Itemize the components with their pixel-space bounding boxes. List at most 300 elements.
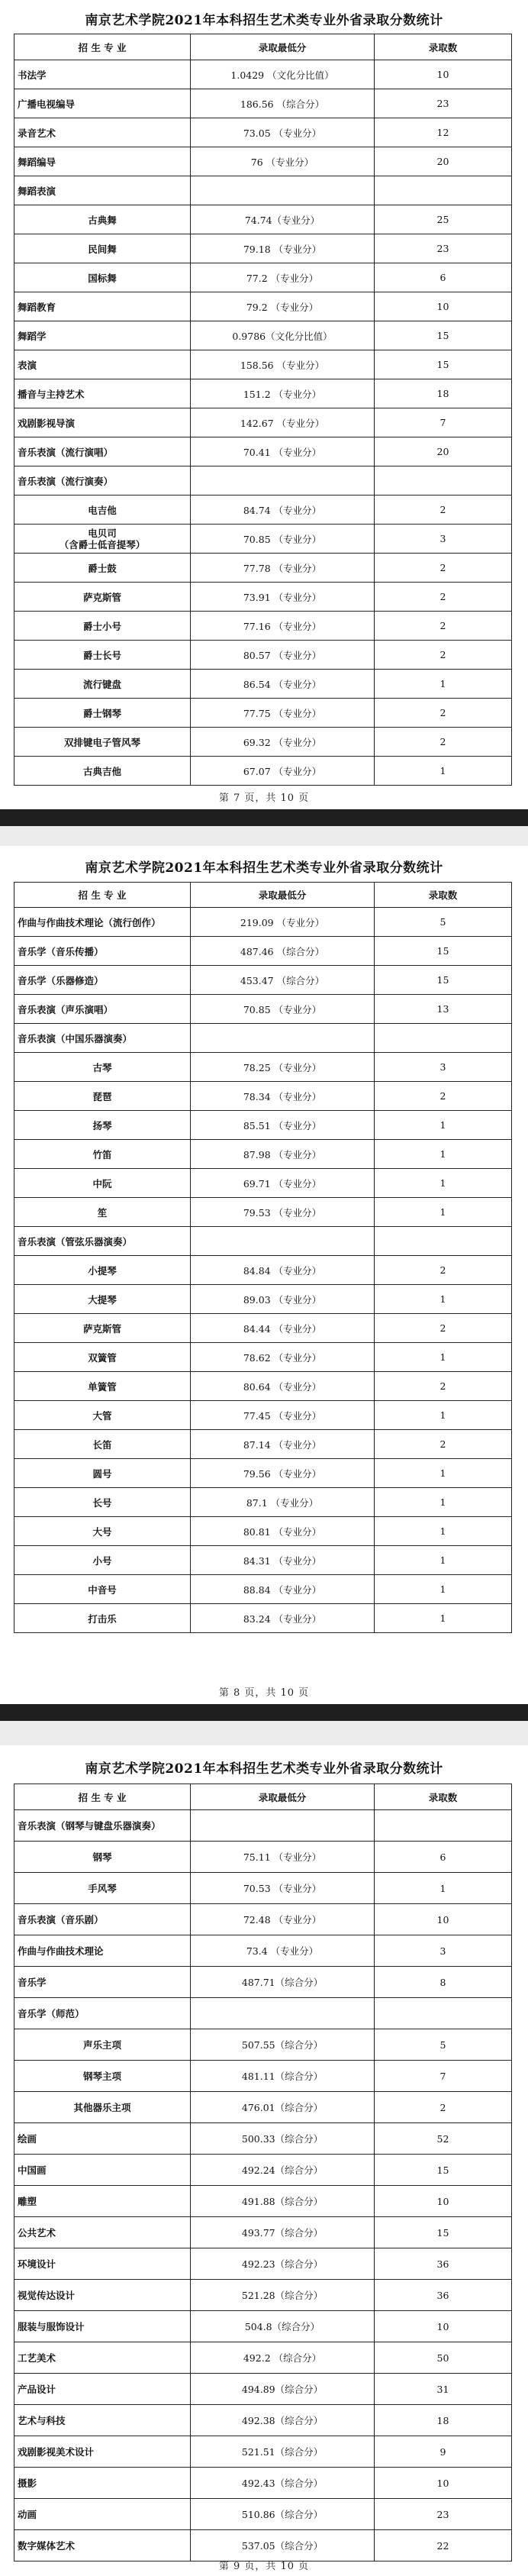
major-name-cell: 爵士小号	[14, 612, 191, 641]
table-row	[14, 118, 512, 147]
admitted-count-cell: 1	[375, 1575, 512, 1604]
admitted-count-cell: 5	[375, 2029, 512, 2061]
major-name-cell: 国标舞	[14, 263, 191, 292]
table-row	[14, 1140, 512, 1169]
min-score-cell: 492.23（综合分）	[191, 2248, 375, 2280]
min-score-cell: 510.86（综合分）	[191, 2499, 375, 2530]
page-footer: 第 8 页，共 10 页	[218, 1687, 310, 1699]
major-name-cell: 爵士鼓	[14, 554, 191, 583]
admitted-count-cell: 5	[375, 908, 512, 937]
admitted-count-cell: 36	[375, 2248, 512, 2280]
header-major: 招 生 专 业	[14, 34, 191, 60]
major-name-cell: 爵士钢琴	[14, 699, 191, 728]
min-score-cell: 75.11 （专业分）	[191, 1842, 375, 1873]
table-row	[14, 1285, 512, 1314]
major-name-cell: 电吉他	[14, 496, 191, 525]
table-row	[14, 2123, 512, 2155]
document-page-9	[0, 1745, 528, 2576]
table-row	[14, 2186, 512, 2217]
min-score-cell: 77.75 （专业分）	[191, 699, 375, 728]
table-row	[14, 234, 512, 263]
major-name-cell: 雕塑	[14, 2186, 191, 2217]
major-name-cell: 流行键盘	[14, 670, 191, 699]
major-name-cell: 大号	[14, 1517, 191, 1546]
min-score-cell: 77.78 （专业分）	[191, 554, 375, 583]
table-row	[14, 263, 512, 292]
table-row	[14, 1343, 512, 1372]
table-row	[14, 1546, 512, 1575]
admitted-count-cell: 36	[375, 2280, 512, 2311]
major-name-cell: 爵士长号	[14, 641, 191, 670]
admitted-count-cell: 18	[375, 2405, 512, 2436]
table-row	[14, 757, 512, 786]
header-admitted-count: 录取数	[375, 1784, 512, 1810]
table-row	[14, 2155, 512, 2186]
admitted-count-cell: 13	[375, 995, 512, 1024]
table-row	[14, 1256, 512, 1285]
admitted-count-cell: 23	[375, 89, 512, 118]
header-min-score: 录取最低分	[191, 34, 375, 60]
major-name-cell: 萨克斯管	[14, 583, 191, 612]
major-name-cell: 小号	[14, 1546, 191, 1575]
min-score-cell: 84.84 （专业分）	[191, 1256, 375, 1285]
page-footer: 第 7 页，共 10 页	[218, 792, 310, 804]
min-score-cell: 77.45 （专业分）	[191, 1401, 375, 1430]
table-row	[14, 60, 512, 89]
major-name-cell: 音乐表演（流行演唱）	[14, 437, 191, 466]
table-row	[14, 2311, 512, 2342]
table-row	[14, 2499, 512, 2530]
admission-score-table	[14, 1784, 512, 2561]
admitted-count-cell: 18	[375, 379, 512, 408]
admitted-count-cell: 2	[375, 612, 512, 641]
admitted-count-cell: 1	[375, 1343, 512, 1372]
admission-score-table	[14, 882, 512, 1633]
admitted-count-cell: 1	[375, 1285, 512, 1314]
table-row	[14, 2248, 512, 2280]
min-score-cell: 89.03 （专业分）	[191, 1285, 375, 1314]
major-name-cell: 中国画	[14, 2155, 191, 2186]
admitted-count-cell: 2	[375, 641, 512, 670]
page-footer: 第 9 页，共 10 页	[218, 2561, 310, 2572]
major-name-cell: 作曲与作曲技术理论（流行创作）	[14, 908, 191, 937]
admitted-count-cell: 20	[375, 147, 512, 176]
admitted-count-cell: 8	[375, 1967, 512, 1998]
major-name-cell: 音乐表演（音乐剧）	[14, 1904, 191, 1935]
major-name-cell: 摄影	[14, 2468, 191, 2499]
major-name-cell: 古琴	[14, 1053, 191, 1082]
major-name-cell: 音乐学（师范）	[14, 1998, 191, 2029]
major-name-cell: 舞蹈表演	[14, 176, 191, 205]
major-name-cell: 绘画	[14, 2123, 191, 2155]
header-min-score: 录取最低分	[191, 1784, 375, 1810]
major-name-cell: 单簧管	[14, 1372, 191, 1401]
min-score-cell: 70.85 （专业分）	[191, 995, 375, 1024]
major-name-cell: 作曲与作曲技术理论	[14, 1935, 191, 1967]
major-name-cell: 打击乐	[14, 1604, 191, 1633]
major-name-cell: 竹笛	[14, 1140, 191, 1169]
admitted-count-cell: 22	[375, 2530, 512, 2561]
table-row	[14, 1459, 512, 1488]
admitted-count-cell: 7	[375, 2061, 512, 2092]
table-row	[14, 1904, 512, 1935]
table-row	[14, 670, 512, 699]
header-major: 招 生 专 业	[14, 1784, 191, 1810]
min-score-cell: 70.85 （专业分）	[191, 525, 375, 554]
min-score-cell: 77.16 （专业分）	[191, 612, 375, 641]
document-page-7	[0, 0, 528, 809]
major-name-cell: 视觉传达设计	[14, 2280, 191, 2311]
min-score-cell: 76 （专业分）	[191, 147, 375, 176]
admitted-count-cell: 15	[375, 2155, 512, 2186]
major-name-cell: 戏剧影视美术设计	[14, 2436, 191, 2468]
min-score-cell: 83.24 （专业分）	[191, 1604, 375, 1633]
min-score-cell: 493.77（综合分）	[191, 2217, 375, 2248]
major-name-cell: 艺术与科技	[14, 2405, 191, 2436]
table-row	[14, 1198, 512, 1227]
header-min-score: 录取最低分	[191, 883, 375, 908]
min-score-cell: 79.53 （专业分）	[191, 1198, 375, 1227]
major-name-cell: 古典吉他	[14, 757, 191, 786]
min-score-cell	[191, 1810, 375, 1842]
table-row	[14, 1810, 512, 1842]
table-row	[14, 437, 512, 466]
min-score-cell: 492.24（综合分）	[191, 2155, 375, 2186]
table-header-row	[14, 1784, 512, 1810]
min-score-cell: 1.0429 （文化分比值）	[191, 60, 375, 89]
min-score-cell	[191, 1227, 375, 1256]
min-score-cell: 151.2 （专业分）	[191, 379, 375, 408]
min-score-cell	[191, 466, 375, 496]
min-score-cell: 69.71 （专业分）	[191, 1169, 375, 1198]
min-score-cell: 70.41 （专业分）	[191, 437, 375, 466]
major-name-cell: 琵琶	[14, 1082, 191, 1111]
min-score-cell: 73.05 （专业分）	[191, 118, 375, 147]
table-row	[14, 1998, 512, 2029]
major-name-cell: 圆号	[14, 1459, 191, 1488]
major-name-cell: 其他器乐主项	[14, 2092, 191, 2123]
admitted-count-cell: 1	[375, 757, 512, 786]
table-row	[14, 2405, 512, 2436]
major-name-cell: 双簧管	[14, 1343, 191, 1372]
admitted-count-cell	[375, 176, 512, 205]
min-score-cell: 86.54 （专业分）	[191, 670, 375, 699]
major-name-cell: 戏剧影视导演	[14, 408, 191, 437]
table-row	[14, 1401, 512, 1430]
min-score-cell: 476.01（综合分）	[191, 2092, 375, 2123]
admitted-count-cell: 23	[375, 2499, 512, 2530]
major-name-cell: 音乐表演（声乐演唱）	[14, 995, 191, 1024]
major-name-cell: 长笛	[14, 1430, 191, 1459]
min-score-cell: 453.47 （综合分）	[191, 966, 375, 995]
admitted-count-cell: 2	[375, 1372, 512, 1401]
table-row	[14, 1314, 512, 1343]
min-score-cell: 500.33（综合分）	[191, 2123, 375, 2155]
min-score-cell: 78.62 （专业分）	[191, 1343, 375, 1372]
admitted-count-cell: 3	[375, 525, 512, 554]
major-name-cell: 公共艺术	[14, 2217, 191, 2248]
major-name-cell: 音乐学	[14, 1967, 191, 1998]
min-score-cell: 507.55（综合分）	[191, 2029, 375, 2061]
admitted-count-cell: 1	[375, 1517, 512, 1546]
document-page-8	[0, 846, 528, 1704]
admitted-count-cell: 2	[375, 554, 512, 583]
min-score-cell: 487.46 （综合分）	[191, 937, 375, 966]
admitted-count-cell: 2	[375, 728, 512, 757]
admitted-count-cell: 1	[375, 1169, 512, 1198]
table-row	[14, 2530, 512, 2561]
table-row	[14, 1430, 512, 1459]
major-name-cell: 小提琴	[14, 1256, 191, 1285]
min-score-cell: 494.89（综合分）	[191, 2374, 375, 2405]
admitted-count-cell: 6	[375, 1842, 512, 1873]
min-score-cell: 142.67 （专业分）	[191, 408, 375, 437]
table-row	[14, 2061, 512, 2092]
min-score-cell: 481.11（综合分）	[191, 2061, 375, 2092]
table-header-row	[14, 34, 512, 60]
min-score-cell: 87.1 （专业分）	[191, 1488, 375, 1517]
min-score-cell: 88.84 （专业分）	[191, 1575, 375, 1604]
admitted-count-cell: 1	[375, 1198, 512, 1227]
min-score-cell: 492.2 （综合分）	[191, 2342, 375, 2374]
admitted-count-cell: 3	[375, 1935, 512, 1967]
admitted-count-cell: 10	[375, 2468, 512, 2499]
admitted-count-cell: 10	[375, 2186, 512, 2217]
table-row	[14, 379, 512, 408]
min-score-cell: 73.91 （专业分）	[191, 583, 375, 612]
admitted-count-cell: 2	[375, 1082, 512, 1111]
page-title: 南京艺术学院2021年本科招生艺术类专业外省录取分数统计	[85, 13, 443, 28]
table-row	[14, 1169, 512, 1198]
admitted-count-cell: 2	[375, 583, 512, 612]
admitted-count-cell: 10	[375, 60, 512, 89]
page-separator	[0, 809, 528, 826]
page-title: 南京艺术学院2021年本科招生艺术类专业外省录取分数统计	[85, 860, 443, 876]
table-row	[14, 2280, 512, 2311]
major-name-cell: 大提琴	[14, 1285, 191, 1314]
min-score-cell: 77.2 （专业分）	[191, 263, 375, 292]
major-name-cell: 长号	[14, 1488, 191, 1517]
admitted-count-cell: 10	[375, 2311, 512, 2342]
table-row	[14, 908, 512, 937]
min-score-cell: 74.74（专业分）	[191, 205, 375, 234]
table-row	[14, 699, 512, 728]
min-score-cell: 84.44 （专业分）	[191, 1314, 375, 1343]
min-score-cell: 487.71（综合分）	[191, 1967, 375, 1998]
major-name-cell	[14, 525, 191, 554]
major-name-cell: 音乐学（乐器修造）	[14, 966, 191, 995]
major-name-cell: 工艺美术	[14, 2342, 191, 2374]
admitted-count-cell: 15	[375, 321, 512, 350]
major-name-cell: 服装与服饰设计	[14, 2311, 191, 2342]
table-row	[14, 1604, 512, 1633]
table-header-row	[14, 883, 512, 908]
major-name-cell: 舞蹈学	[14, 321, 191, 350]
major-name-cell: 中阮	[14, 1169, 191, 1198]
admitted-count-cell: 1	[375, 1873, 512, 1904]
min-score-cell: 492.43（综合分）	[191, 2468, 375, 2499]
page-separator	[0, 1704, 528, 1721]
table-row	[14, 554, 512, 583]
min-score-cell: 79.18 （专业分）	[191, 234, 375, 263]
admitted-count-cell: 6	[375, 263, 512, 292]
table-row	[14, 205, 512, 234]
admitted-count-cell: 52	[375, 2123, 512, 2155]
admitted-count-cell: 50	[375, 2342, 512, 2374]
table-row	[14, 1873, 512, 1904]
major-name-line: 电贝司	[88, 527, 117, 539]
min-score-cell	[191, 1998, 375, 2029]
min-score-cell: 87.98 （专业分）	[191, 1140, 375, 1169]
min-score-cell: 67.07 （专业分）	[191, 757, 375, 786]
admitted-count-cell: 1	[375, 1459, 512, 1488]
table-row	[14, 1082, 512, 1111]
table-row	[14, 292, 512, 321]
min-score-cell: 73.4 （专业分）	[191, 1935, 375, 1967]
major-name-cell: 音乐学（音乐传播）	[14, 937, 191, 966]
admitted-count-cell	[375, 1024, 512, 1053]
table-row	[14, 2092, 512, 2123]
table-row	[14, 1488, 512, 1517]
table-row	[14, 1053, 512, 1082]
min-score-cell: 537.05（综合分）	[191, 2530, 375, 2561]
admitted-count-cell: 2	[375, 496, 512, 525]
table-row	[14, 350, 512, 379]
admitted-count-cell: 1	[375, 1140, 512, 1169]
table-row	[14, 1842, 512, 1873]
table-row	[14, 1935, 512, 1967]
min-score-cell: 219.09 （专业分）	[191, 908, 375, 937]
table-row	[14, 583, 512, 612]
major-name-cell: 笙	[14, 1198, 191, 1227]
major-name-cell: 音乐表演（管弦乐器演奏）	[14, 1227, 191, 1256]
major-name-cell: 播音与主持艺术	[14, 379, 191, 408]
table-row	[14, 496, 512, 525]
min-score-cell: 521.28（综合分）	[191, 2280, 375, 2311]
admitted-count-cell: 15	[375, 966, 512, 995]
major-name-cell: 手风琴	[14, 1873, 191, 1904]
major-name-cell: 录音艺术	[14, 118, 191, 147]
table-row	[14, 1967, 512, 1998]
table-row	[14, 1024, 512, 1053]
table-row	[14, 408, 512, 437]
major-name-cell: 音乐表演（流行演奏）	[14, 466, 191, 496]
admitted-count-cell: 20	[375, 437, 512, 466]
admitted-count-cell: 23	[375, 234, 512, 263]
min-score-cell: 70.53 （专业分）	[191, 1873, 375, 1904]
admitted-count-cell: 12	[375, 118, 512, 147]
major-name-note: （含爵士低音提琴）	[59, 538, 146, 550]
admitted-count-cell: 9	[375, 2436, 512, 2468]
min-score-cell: 78.34 （专业分）	[191, 1082, 375, 1111]
table-row	[14, 612, 512, 641]
major-name-cell: 产品设计	[14, 2374, 191, 2405]
header-admitted-count: 录取数	[375, 883, 512, 908]
table-row	[14, 1517, 512, 1546]
min-score-cell: 0.9786（文化分比值）	[191, 321, 375, 350]
table-row	[14, 89, 512, 118]
admitted-count-cell: 1	[375, 1401, 512, 1430]
table-row	[14, 1575, 512, 1604]
admitted-count-cell: 3	[375, 1053, 512, 1082]
min-score-cell: 158.56 （专业分）	[191, 350, 375, 379]
table-row	[14, 641, 512, 670]
admitted-count-cell: 2	[375, 2092, 512, 2123]
table-row	[14, 321, 512, 350]
admission-score-table	[14, 34, 512, 786]
table-row	[14, 2468, 512, 2499]
major-name-cell: 双排键电子管风琴	[14, 728, 191, 757]
min-score-cell	[191, 176, 375, 205]
major-name-cell: 音乐表演（中国乐器演奏）	[14, 1024, 191, 1053]
major-name-cell: 大管	[14, 1401, 191, 1430]
admitted-count-cell: 15	[375, 2217, 512, 2248]
header-admitted-count: 录取数	[375, 34, 512, 60]
admitted-count-cell: 2	[375, 1256, 512, 1285]
admitted-count-cell	[375, 466, 512, 496]
header-major: 招 生 专 业	[14, 883, 191, 908]
table-row	[14, 147, 512, 176]
major-name-cell: 舞蹈教育	[14, 292, 191, 321]
table-row	[14, 966, 512, 995]
min-score-cell: 186.56 （综合分）	[191, 89, 375, 118]
table-row	[14, 2436, 512, 2468]
admitted-count-cell: 10	[375, 292, 512, 321]
min-score-cell: 521.51（综合分）	[191, 2436, 375, 2468]
major-name-cell: 音乐表演（钢琴与键盘乐器演奏）	[14, 1810, 191, 1842]
major-name-cell: 数字媒体艺术	[14, 2530, 191, 2561]
major-name-cell: 舞蹈编导	[14, 147, 191, 176]
major-name-cell: 钢琴	[14, 1842, 191, 1873]
table-row	[14, 2342, 512, 2374]
table-row	[14, 176, 512, 205]
major-name-cell: 萨克斯管	[14, 1314, 191, 1343]
major-name-cell: 扬琴	[14, 1111, 191, 1140]
table-row	[14, 728, 512, 757]
admitted-count-cell: 15	[375, 937, 512, 966]
major-name-cell: 广播电视编导	[14, 89, 191, 118]
major-name-cell: 动画	[14, 2499, 191, 2530]
admitted-count-cell: 1	[375, 1111, 512, 1140]
admitted-count-cell: 7	[375, 408, 512, 437]
admitted-count-cell: 15	[375, 350, 512, 379]
table-row	[14, 2217, 512, 2248]
major-name-cell: 表演	[14, 350, 191, 379]
min-score-cell: 72.48 （专业分）	[191, 1904, 375, 1935]
table-row	[14, 1372, 512, 1401]
min-score-cell: 84.31 （专业分）	[191, 1546, 375, 1575]
table-row	[14, 466, 512, 496]
min-score-cell: 80.57 （专业分）	[191, 641, 375, 670]
min-score-cell: 87.14 （专业分）	[191, 1430, 375, 1459]
major-name-cell: 声乐主项	[14, 2029, 191, 2061]
admitted-count-cell: 2	[375, 1430, 512, 1459]
major-name-cell: 中音号	[14, 1575, 191, 1604]
min-score-cell: 492.38（综合分）	[191, 2405, 375, 2436]
page-title: 南京艺术学院2021年本科招生艺术类专业外省录取分数统计	[85, 1761, 443, 1777]
admitted-count-cell: 1	[375, 1488, 512, 1517]
min-score-cell: 78.25 （专业分）	[191, 1053, 375, 1082]
min-score-cell: 84.74 （专业分）	[191, 496, 375, 525]
table-row	[14, 1111, 512, 1140]
admitted-count-cell	[375, 1998, 512, 2029]
table-row	[14, 1227, 512, 1256]
admitted-count-cell: 1	[375, 1604, 512, 1633]
admitted-count-cell: 2	[375, 1314, 512, 1343]
admitted-count-cell: 1	[375, 670, 512, 699]
min-score-cell: 504.8（综合分）	[191, 2311, 375, 2342]
table-row	[14, 525, 512, 554]
